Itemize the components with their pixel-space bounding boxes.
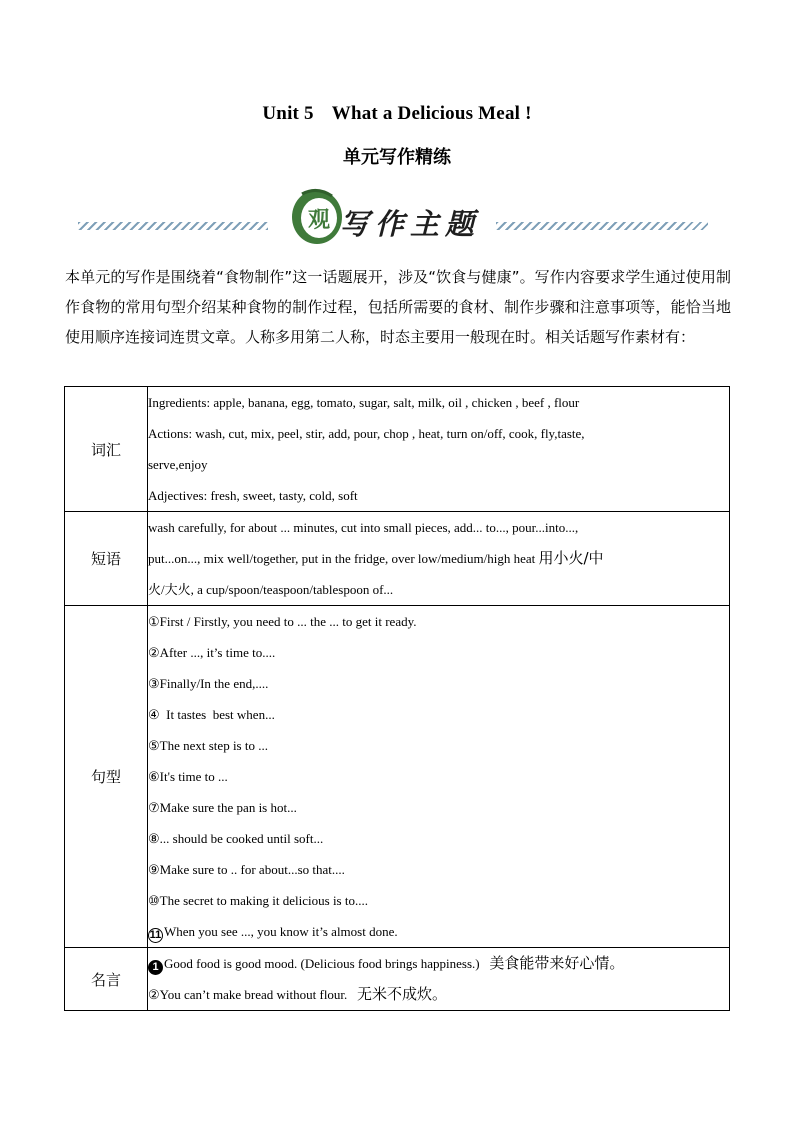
sentence-marker: ③ — [148, 676, 160, 691]
sentence-line — [148, 730, 729, 761]
table-row-quotes — [65, 948, 730, 1011]
sentence-line — [148, 606, 729, 637]
quote-cjk: 无米不成炊。 — [357, 985, 448, 1003]
intro-paragraph: 本单元的写作是围绕着“食物制作”这一话题展开，涉及“饮食与健康”。写作内容要求学生通过使用制作食物的常用句型介绍某种食物的制作过程，包括所需要的食材、制作步骤和注意事项等，能恰当地使用顺序连接词连贯文章。人称多用第二人称，时态主要用一般现在时。相关话题写作素材有： — [65, 268, 731, 346]
banner-stripe-right — [496, 222, 708, 230]
unit-label: Unit 5 — [262, 103, 314, 124]
writing-materials-table — [64, 386, 730, 1011]
sentence-text: Finally/In the end,.... — [159, 676, 269, 691]
sentence-line — [148, 792, 729, 823]
quote-marker: ② — [148, 987, 160, 1002]
sentence-line — [148, 699, 729, 730]
sentence-text: After ..., it’s time to.... — [159, 645, 276, 660]
table-row-sentences — [65, 606, 730, 948]
sentence-line — [148, 854, 729, 885]
quote-text: Good food is good mood. (Delicious food brings happiness.) — [164, 956, 480, 971]
lesson-title: What a Delicious Meal ! — [331, 103, 532, 124]
section-banner — [78, 184, 708, 250]
row-content — [148, 387, 730, 512]
sentence-line — [148, 761, 729, 792]
sentence-marker: ⑩ — [148, 893, 160, 908]
sentence-text: Make sure the pan is hot... — [159, 800, 297, 815]
row-heading: 词汇 — [65, 387, 148, 512]
vocab-line: Adjectives: fresh, sweet, tasty, cold, soft — [148, 488, 358, 503]
sentence-marker: ⑤ — [148, 738, 160, 753]
page-title — [0, 103, 794, 125]
quote-line — [148, 948, 729, 979]
row-content — [148, 606, 730, 948]
sentence-text: When you see ..., you know it’s almost done. — [164, 924, 398, 939]
sentence-text: It's time to ... — [159, 769, 228, 784]
badge-char: 观 — [307, 208, 331, 233]
quote-line — [148, 979, 729, 1010]
section-heading: 写作主题 — [340, 207, 481, 241]
sentence-line — [148, 916, 729, 947]
phrase-line — [148, 543, 729, 574]
sentence-text: First / Firstly, you need to ... the ... to get it ready. — [159, 614, 417, 629]
leaf-badge-icon — [288, 184, 346, 248]
sentence-text: The secret to making it delicious is to.... — [159, 893, 368, 908]
banner-stripe-left — [78, 222, 268, 230]
sentence-marker: ④ — [148, 707, 160, 722]
sentence-marker: ⑥ — [148, 769, 160, 784]
phrase-text: put...on..., mix well/together, put in the fridge, over low/medium/high heat — [148, 551, 536, 566]
sentence-marker: ⑦ — [148, 800, 160, 815]
sentence-line — [148, 823, 729, 854]
sentence-marker: ① — [148, 614, 160, 629]
sentence-marker: ② — [148, 645, 160, 660]
sentence-text: The next step is to ... — [159, 738, 268, 753]
sentence-line — [148, 885, 729, 916]
sentence-line — [148, 637, 729, 668]
table-row-phrases — [65, 512, 730, 606]
page-subtitle: 单元写作精练 — [343, 147, 451, 168]
sentence-marker-11: 11 — [149, 929, 162, 941]
sentence-marker: ⑨ — [148, 862, 160, 877]
vocab-line: Actions: wash, cut, mix, peel, stir, add, pour, chop , heat, turn on/off, cook, fly,taste, — [148, 426, 585, 441]
row-heading: 名言 — [65, 948, 148, 1011]
phrase-line — [148, 574, 729, 605]
phrase-cjk: 用小火/中 — [538, 549, 604, 567]
sentence-text: It tastes best when... — [159, 707, 275, 722]
sentence-text: Make sure to .. for about...so that.... — [159, 862, 345, 877]
row-content — [148, 512, 730, 606]
table-row-vocabulary — [65, 387, 730, 512]
row-content — [148, 948, 730, 1011]
row-heading: 短语 — [65, 512, 148, 606]
sentence-line — [148, 668, 729, 699]
vocab-line: Ingredients: apple, banana, egg, tomato, sugar, salt, milk, oil , chicken , beef , flour — [148, 395, 580, 410]
row-heading: 句型 — [65, 606, 148, 948]
phrase-text: 火/大火, a cup/spoon/teaspoon/tablespoon of... — [148, 582, 394, 597]
vocab-line: serve,enjoy — [148, 457, 208, 472]
quote-marker: 1 — [148, 960, 163, 975]
phrase-line: wash carefully, for about ... minutes, cut into small pieces, add... to..., pour...into..., — [148, 520, 579, 535]
quote-cjk: 美食能带来好心情。 — [489, 954, 625, 972]
sentence-text: ... should be cooked until soft... — [159, 831, 324, 846]
sentence-marker: ⑧ — [148, 831, 160, 846]
quote-text: You can’t make bread without flour. — [159, 987, 348, 1002]
